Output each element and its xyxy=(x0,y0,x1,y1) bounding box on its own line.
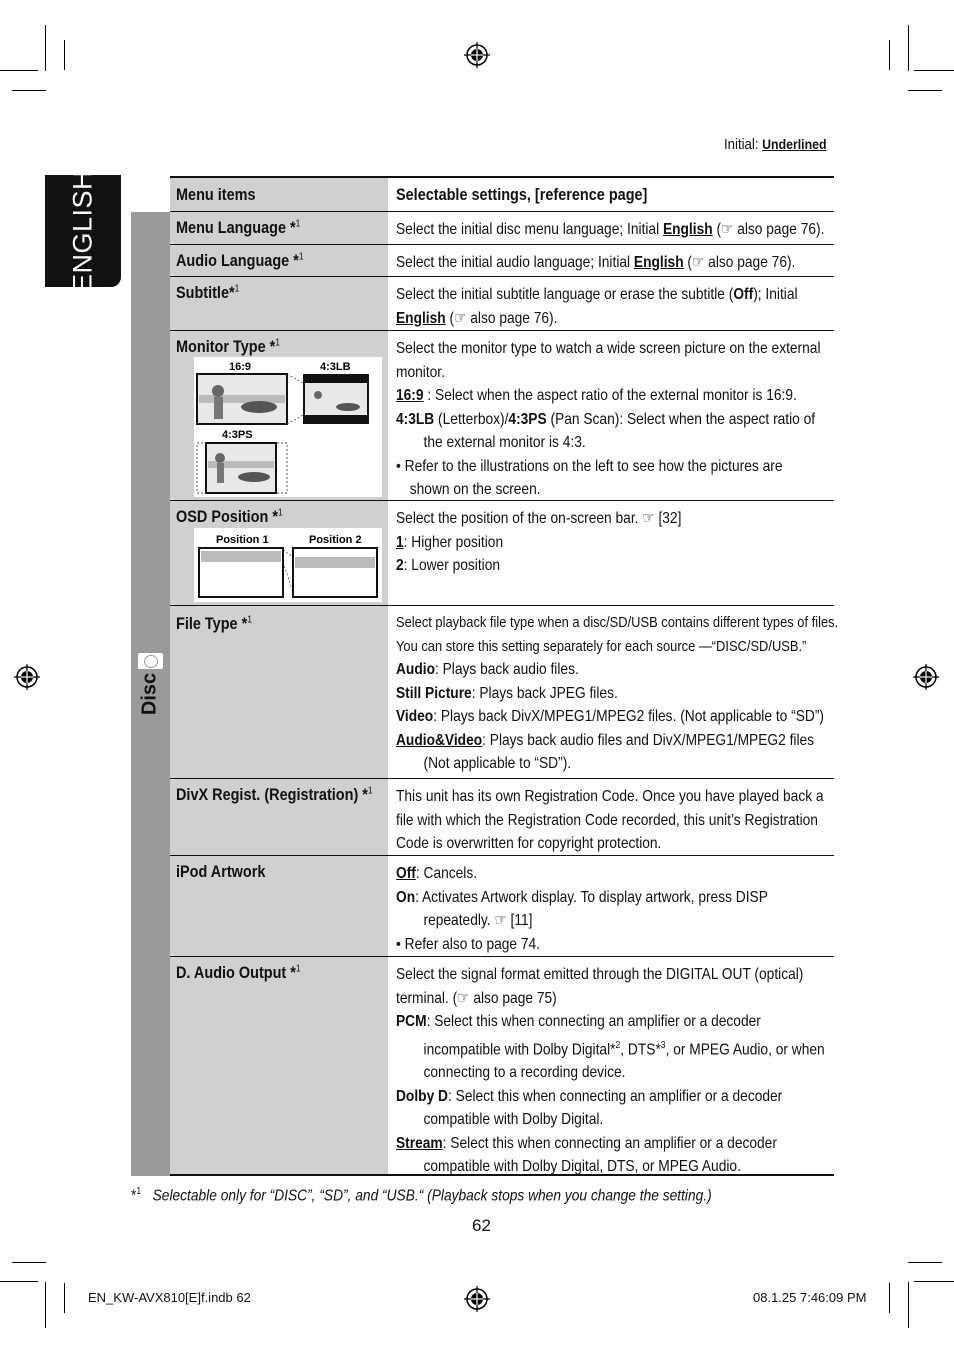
initial-legend: Initial: Underlined xyxy=(724,136,827,153)
category-label: Disc xyxy=(138,672,161,716)
setting-text: Select the signal format emitted through the DIGITAL OUT (optical) terminal. (☞ also page 75) PCM: Select this when connecting an amplifier or a decoder incompatible with Dolby Digital*$^2$, DTS*$^3$, or MPEG Audio, or when connecting to a recording device. Dolby D: Select this when connecting an amplifier or a decoder compatible with Dolby Digital. Stream: Select this when connecting an amplifier or a decoder compatible with Dolby Digital, DTS, or MPEG Audio. xyxy=(396,966,825,1176)
crop-mark xyxy=(64,1283,65,1313)
menu-item-name: Menu Language *$^1$ xyxy=(176,218,301,237)
setting-text: Select the initial audio language; Initial English (☞ also page 76). xyxy=(396,254,796,271)
table-row xyxy=(170,501,834,606)
registration-mark-icon xyxy=(464,42,490,68)
language-tab-label: ENGLISH xyxy=(67,169,98,293)
crop-mark xyxy=(12,1262,46,1263)
table-row xyxy=(170,856,834,957)
menu-item-name: Subtitle*$^1$ xyxy=(176,283,240,302)
crop-mark xyxy=(45,1282,46,1328)
label-position-1: Position 1 xyxy=(216,534,269,546)
menu-item-name: File Type *$^1$ xyxy=(176,614,252,633)
label-16-9: 16:9 xyxy=(229,361,252,373)
label-4-3ps: 4:3PS xyxy=(222,429,253,441)
print-filename: EN_KW-AVX810[E]f.indb 62 xyxy=(88,1290,251,1305)
crop-mark xyxy=(908,1282,909,1328)
registration-mark-icon xyxy=(464,1286,490,1312)
footnote: *$^1$ Selectable only for “DISC”, “SD”, and “USB.“ (Playback stops when you change the setting.) xyxy=(131,1186,712,1205)
setting-text: Select playback file type when a disc/SD/USB contains different types of files. You can store this setting separately for each source —“DISC/SD/USB.” Audio: Plays back audio files. Still Picture: Plays back JPEG files. Video: Plays back DivX/MPEG1/MPEG2 files. (Not applicable to “SD”) Audio&Video: Plays back audio files and DivX/MPEG1/MPEG2 files (Not applicable to “SD”). xyxy=(396,614,839,772)
header-settings: Selectable settings, [reference page] xyxy=(396,185,648,204)
header-menu-items: Menu items xyxy=(170,178,388,211)
osd-position-illustration xyxy=(194,528,382,602)
crop-mark xyxy=(914,1281,954,1282)
registration-mark-icon xyxy=(14,664,40,690)
label-4-3lb: 4:3LB xyxy=(320,361,351,373)
label-position-2: Position 2 xyxy=(309,534,362,546)
crop-mark xyxy=(889,1283,890,1313)
menu-item-name: DivX Regist. (Registration) *$^1$ xyxy=(176,785,373,804)
table-row xyxy=(170,331,834,501)
crop-mark xyxy=(0,1281,38,1282)
setting-text: This unit has its own Registration Code. Once you have played back a file with which the Registration Code recorded, this unit’s Registration Code is overwritten for copyright protection. xyxy=(396,788,824,852)
crop-mark xyxy=(908,1262,942,1263)
crop-mark xyxy=(45,25,46,71)
crop-mark xyxy=(889,40,890,70)
table-row xyxy=(170,245,834,277)
menu-item-name: Audio Language *$^1$ xyxy=(176,251,304,270)
crop-mark xyxy=(914,70,954,71)
menu-item-name: OSD Position *$^1$ xyxy=(176,507,283,526)
crop-mark xyxy=(908,90,942,91)
table-row xyxy=(170,779,834,856)
category-sidebar xyxy=(131,212,170,1176)
monitor-type-illustration xyxy=(194,357,382,497)
table-row xyxy=(170,277,834,331)
menu-item-name: iPod Artwork xyxy=(176,862,266,881)
menu-item-name: Monitor Type *$^1$ xyxy=(176,337,281,356)
table-header xyxy=(170,176,834,212)
setting-text: Select the initial disc menu language; Initial English (☞ also page 76). xyxy=(396,221,825,238)
crop-mark xyxy=(12,90,46,91)
table-row xyxy=(170,957,834,1176)
crop-mark xyxy=(0,70,38,71)
table-row xyxy=(170,212,834,245)
setting-text: Select the monitor type to watch a wide screen picture on the external monitor. 16:9 : Select when the aspect ratio of the external monitor is 16:9. 4:3LB (Letterbox)/4:3PS (Pan Scan): Select when the aspect ratio of the external monitor is 4:3. • Refer to the illustrations on the left to see how the pictures are shown on the screen. xyxy=(396,340,821,498)
menu-item-name: D. Audio Output *$^1$ xyxy=(176,963,301,982)
crop-mark xyxy=(64,40,65,70)
print-timestamp: 08.1.25 7:46:09 PM xyxy=(753,1290,867,1305)
setting-text: Select the initial subtitle language or erase the subtitle (Off); Initial English (☞ also page 76). xyxy=(396,286,798,327)
language-tab xyxy=(45,169,121,293)
table-row xyxy=(170,606,839,779)
disc-icon xyxy=(138,653,163,669)
page-number: 62 xyxy=(472,1216,491,1235)
setting-text: Off: Cancels. On: Activates Artwork display. To display artwork, press DISP repeatedly. ☞ [11] • Refer also to page 74. xyxy=(396,865,768,953)
registration-mark-icon xyxy=(913,664,939,690)
crop-mark xyxy=(908,25,909,71)
setting-text: Select the position of the on-screen bar. ☞ [32] 1: Higher position 2: Lower position xyxy=(396,510,682,574)
